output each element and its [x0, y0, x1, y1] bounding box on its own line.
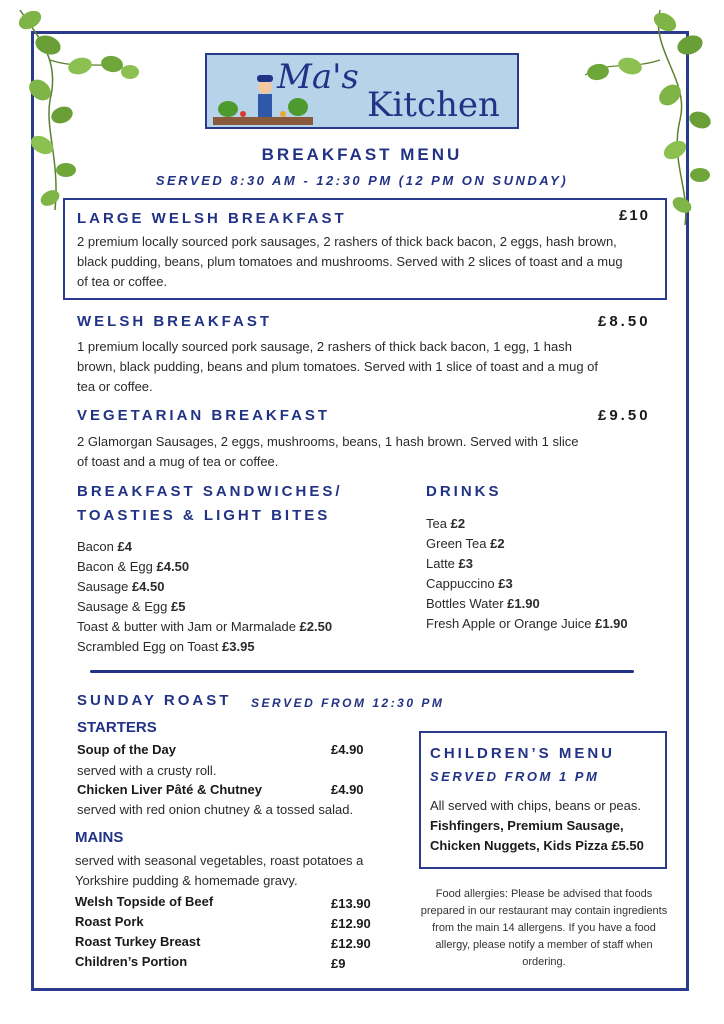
- section-divider: [90, 670, 634, 673]
- sunday-roast-title: SUNDAY ROAST: [77, 692, 232, 709]
- large-welsh-description: 2 premium locally sourced pork sausages, 2 rashers of thick back bacon, 2 eggs, hash brown, black pudding, beans, plum tomatoes and mushrooms. Served with 2 slices of toast and a mug of tea or coffee.: [77, 234, 623, 289]
- vegetarian-title: VEGETARIAN BREAKFAST: [77, 407, 331, 424]
- large-welsh-title: LARGE WELSH BREAKFAST: [77, 210, 347, 227]
- vine-right-decoration: [570, 0, 724, 230]
- mains-description: served with seasonal vegetables, roast potatoes a Yorkshire pudding & homemade gravy.: [75, 853, 364, 888]
- logo-text-kitchen: Kitchen: [367, 85, 500, 125]
- drinks-list: [426, 514, 676, 634]
- starter-name: Soup of the Day: [77, 742, 176, 757]
- welsh-description: 1 premium locally sourced pork sausage, 2 rashers of thick back bacon, 1 egg, 1 hash brown, black pudding, beans and plum tomatoes. Served with 1 slice of toast and a mug of tea or coffee.: [77, 339, 599, 394]
- main-price: £12.90: [331, 936, 371, 951]
- list-item: Bacon £4: [77, 539, 132, 554]
- list-item: Cappuccino £3: [426, 576, 513, 591]
- starter-desc: served with a crusty roll.: [77, 763, 217, 778]
- list-item: Toast & butter with Jam or Marmalade £2.50: [77, 619, 333, 634]
- childrens-menu-description: All served with chips, beans or peas.: [430, 798, 641, 813]
- starter-desc: served with red onion chutney & a tossed salad.: [77, 802, 354, 817]
- starters-title: STARTERS: [77, 719, 157, 736]
- page-subtitle: SERVED 8:30 AM - 12:30 PM (12 PM ON SUNDAY): [155, 173, 569, 188]
- drinks-title: DRINKS: [426, 483, 502, 500]
- list-item: Sausage & Egg £5: [77, 599, 186, 614]
- starter-price: £4.90: [331, 742, 364, 757]
- starter-name: Chicken Liver Pâté & Chutney: [77, 782, 262, 797]
- vegetarian-price: £9.50: [598, 407, 651, 424]
- main-price: £12.90: [331, 916, 371, 931]
- vegetarian-description: 2 Glamorgan Sausages, 2 eggs, mushrooms, beans, 1 hash brown. Served with 1 slice of toast and a mug of tea or coffee.: [77, 434, 579, 469]
- childrens-menu-subtitle: SERVED FROM 1 PM: [430, 769, 600, 784]
- logo-text-ma: Ma's: [277, 57, 359, 97]
- main-price: £13.90: [331, 896, 371, 911]
- childrens-menu-items-line1: Fishfingers, Premium Sausage,: [430, 818, 624, 833]
- page-title: BREAKFAST MENU: [261, 145, 463, 164]
- list-item: Scrambled Egg on Toast £3.95: [77, 639, 255, 654]
- large-welsh-price: £10: [619, 207, 651, 224]
- main-name: Children’s Portion: [75, 954, 188, 969]
- main-name: Roast Turkey Breast: [75, 934, 201, 949]
- sandwiches-list: [77, 537, 397, 657]
- welsh-price: £8.50: [598, 313, 651, 330]
- main-name: Roast Pork: [75, 914, 144, 929]
- list-item: Fresh Apple or Orange Juice £1.90: [426, 616, 628, 631]
- welsh-title: WELSH BREAKFAST: [77, 313, 272, 330]
- childrens-menu-items-line2: Chicken Nuggets, Kids Pizza £5.50: [430, 838, 644, 853]
- sandwiches-title-line1: BREAKFAST SANDWICHES/: [77, 483, 343, 500]
- main-price: £9: [331, 956, 346, 971]
- list-item: Bacon & Egg £4.50: [77, 559, 190, 574]
- childrens-menu-title: CHILDREN’S MENU: [430, 745, 616, 762]
- list-item: Tea £2: [426, 516, 466, 531]
- mains-title: MAINS: [75, 829, 124, 846]
- list-item: Sausage £4.50: [77, 579, 165, 594]
- list-item: Latte £3: [426, 556, 474, 571]
- list-item: Green Tea £2: [426, 536, 505, 551]
- allergy-notice: Food allergies: Please be advised that foods prepared in our restaurant may contain ingredients from the main 14 allergens. If you have a food allergy, please notify a member of staff when ordering.: [420, 888, 668, 968]
- main-name: Welsh Topside of Beef: [75, 894, 214, 909]
- sunday-roast-subtitle: SERVED FROM 12:30 PM: [251, 696, 445, 710]
- logo: [205, 53, 519, 129]
- sandwiches-title-line2: TOASTIES & LIGHT BITES: [77, 507, 331, 524]
- list-item: Bottles Water £1.90: [426, 596, 540, 611]
- starter-price: £4.90: [331, 782, 364, 797]
